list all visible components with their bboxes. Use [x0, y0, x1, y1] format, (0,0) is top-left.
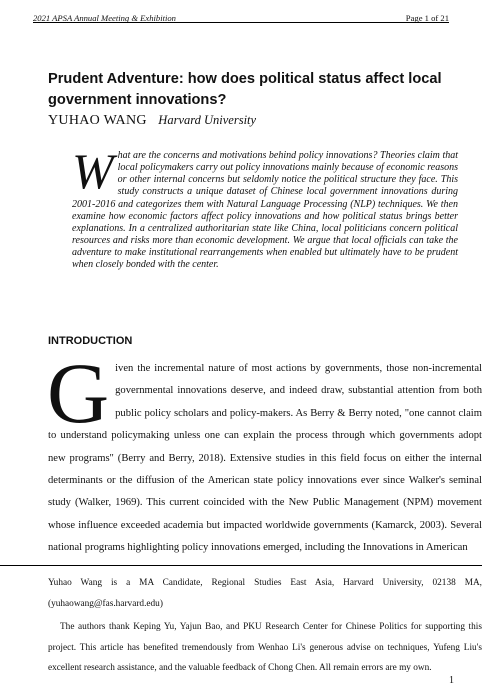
abstract: [72, 143, 458, 272]
paper-title: Prudent Adventure: how does political status affect local government innovations?: [48, 71, 442, 108]
author-affiliation: Harvard University: [158, 113, 257, 127]
page-indicator: Page 1 of 21: [405, 13, 449, 23]
footnote-rule: [0, 565, 482, 566]
acknowledgement-footnote: The authors thank Keping Yu, Yajun Bao, and PKU Research Center for Chinese Politics for supporting this project. This article has benefited tremendously from Wenhao Li's generous advise on techniques, Yufeng Liu's excellent research assistance, and the valuable feedback of Chong Chen. All remain errors are my own.: [48, 622, 482, 673]
author-name: YUHAO WANG: [48, 113, 147, 128]
introduction-text: iven the incremental nature of most actions by governments, those non-incremental governmental innovations deserve, and indeed draw, substantial attention from both public policy scholars and policy-makers. As Berry & Berry noted, "one cannot claim to understand policymaking unless one can explain the process through which governments adopt new programs" (Berry and Berry, 2018). Extensive studies in this field focus on either the internal determinants or the diffusion of the American state policy innovations ever since Walker's seminal study (Walker, 1969). This current coincided with the New Public Management (NPM) movement whose influence exceeded academia but impacted worldwide governments (Kamarck, 2003). Several national programs highlighting policy innovations emerged, including the Innovations in American: [48, 363, 482, 554]
abstract-text: hat are the concerns and motivations behind policy innovations? Theories claim that local policymakers carry out policy innovations mainly because of economic reasons or other internal concerns but seldomly notice the political structure they face. This study constructs a unique dataset of Chinese local government innovations during 2001-2016 and categorizes them with Natural Language Processing (NLP) techniques. We then examine how economic factors affect policy innovations and how political status brings better explanations. In a centralized authoritarian state like China, local politicians concern political resources and risks more than economic development. We argue that local officials can take the adventure to make institutional rearrangements when enabled but ultimately have to be prudent when closely bonded with the center.: [72, 150, 458, 271]
author-footnote: Yuhao Wang is a MA Candidate, Regional Studies East Asia, Harvard University, 02138 MA, (yuhaowang@fas.harvard.edu): [48, 578, 482, 609]
page-number: 1: [449, 675, 454, 686]
introduction-paragraph: [47, 345, 482, 560]
byline: [48, 111, 256, 130]
abstract-dropcap: W: [72, 143, 114, 199]
section-heading-introduction: INTRODUCTION: [48, 335, 133, 347]
header-rule: [33, 22, 449, 23]
footnotes: [48, 573, 482, 679]
running-header: [33, 7, 449, 23]
conference-name: 2021 APSA Annual Meeting & Exhibition: [33, 13, 176, 23]
introduction-dropcap: G: [47, 345, 110, 441]
